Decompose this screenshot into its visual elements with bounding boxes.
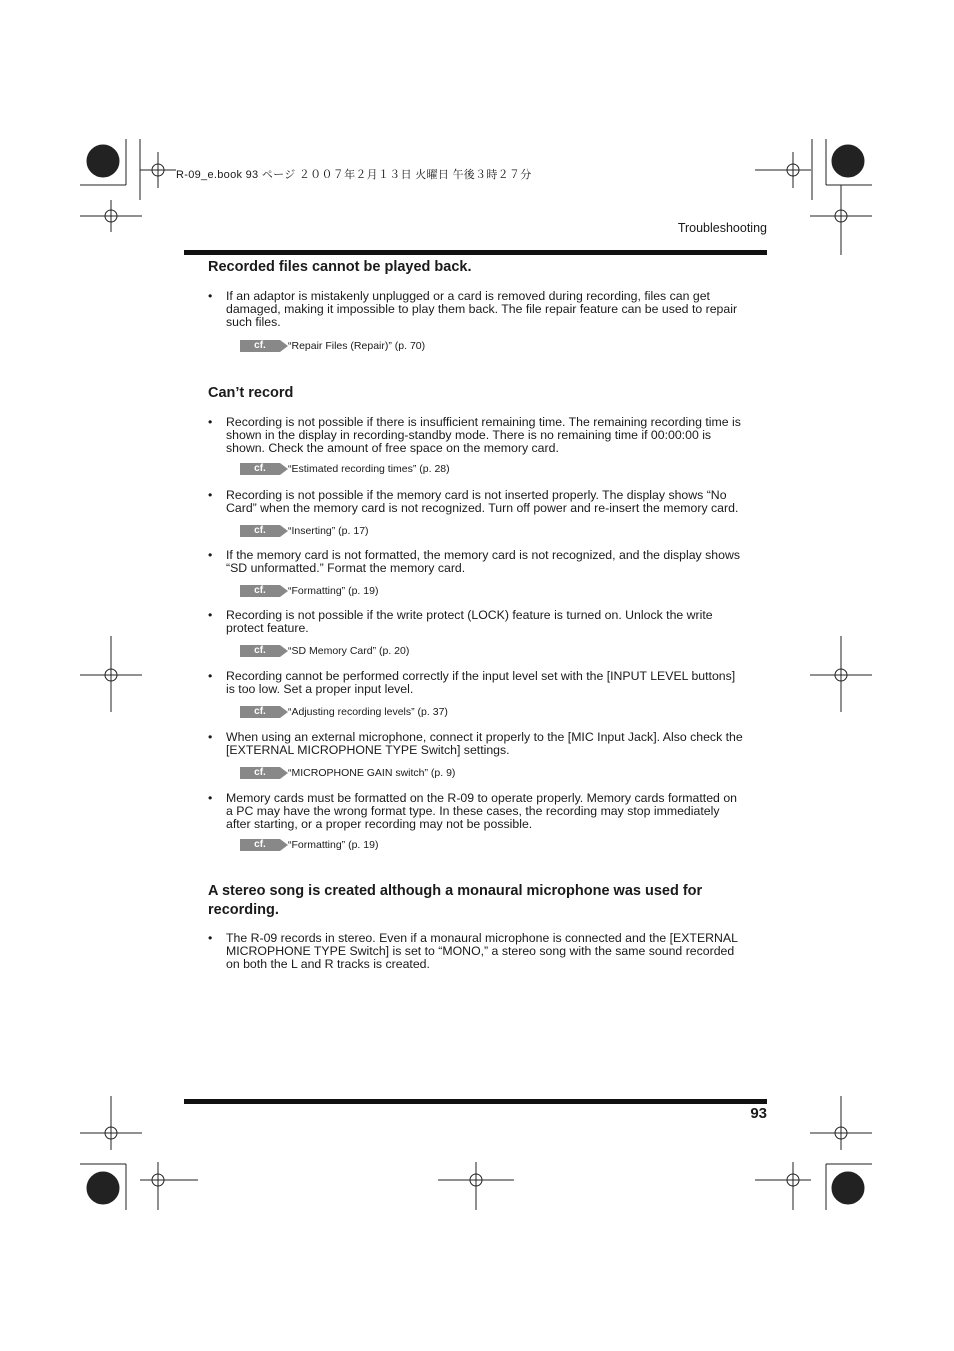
- cf-badge: cf.: [240, 463, 280, 475]
- list-item: • Recording is not possible if there is insufficient remaining time. The remaining recording time is shown in the display in recording-standby mode. There is no remaining time if 00:00:00 is shown. Check the amount of free space on the memory card.: [208, 416, 743, 455]
- bottom-rule: [184, 1099, 767, 1104]
- list-item: • If the memory card is not formatted, the memory card is not recognized, and the display shows “SD unformatted.” Format the memory card.: [208, 549, 743, 575]
- top-rule: [184, 250, 767, 255]
- section-heading: A stereo song is created although a monaural microphone was used for recording.: [208, 883, 703, 918]
- cross-reference: [240, 584, 743, 598]
- cf-badge: cf.: [240, 525, 280, 537]
- cross-reference: [240, 524, 743, 538]
- cf-badge: cf.: [240, 839, 280, 851]
- cf-badge: cf.: [240, 585, 280, 597]
- print-info: R-09_e.book 93 ページ ２００７年２月１３日 火曜日 午後３時２７分: [176, 169, 532, 181]
- list-item: • Recording is not possible if the memory card is not inserted properly. The display shows “No Card” when the memory card is not recognized. Turn off power and re-insert the memory card.: [208, 489, 743, 515]
- cross-reference: [240, 766, 743, 780]
- cf-badge: cf.: [240, 645, 280, 657]
- cross-reference-text: “SD Memory Card” (p. 20): [288, 645, 410, 657]
- page-content: [208, 256, 743, 971]
- cross-reference-text: “Formatting” (p. 19): [288, 585, 379, 597]
- cross-reference-text: “Formatting” (p. 19): [288, 839, 379, 851]
- list-item: • When using an external microphone, connect it properly to the [MIC Input Jack]. Also check the [EXTERNAL MICROPHONE TYPE Switch] settings.: [208, 731, 743, 757]
- cross-reference: [240, 339, 743, 353]
- cf-badge: cf.: [240, 767, 280, 779]
- section-heading: Can’t record: [208, 385, 294, 401]
- section-stereo-song: [208, 882, 743, 971]
- list-item: • The R-09 records in stereo. Even if a monaural microphone is connected and the [EXTERNAL MICROPHONE TYPE Switch] is set to “MONO,” a stereo song with the same sound recorded on both the L and R tracks is created.: [208, 932, 743, 971]
- cross-reference: [240, 644, 743, 658]
- list-item: • Recording is not possible if the write protect (LOCK) feature is turned on. Unlock the write protect feature.: [208, 609, 743, 635]
- cross-reference-text: “Adjusting recording levels” (p. 37): [288, 706, 448, 718]
- section-not-playable: [208, 258, 743, 353]
- cross-reference-text: “Inserting” (p. 17): [288, 525, 369, 537]
- section-cant-record: [208, 384, 743, 852]
- page-number: 93: [750, 1105, 767, 1122]
- cross-reference: [240, 705, 743, 719]
- list-item: • Recording cannot be performed correctly if the input level set with the [INPUT LEVEL buttons] is too low. Set a proper input level.: [208, 670, 743, 696]
- cross-reference-text: “MICROPHONE GAIN switch” (p. 9): [288, 767, 456, 779]
- cross-reference: [240, 838, 743, 852]
- cf-badge: cf.: [240, 706, 280, 718]
- running-header: Troubleshooting: [677, 221, 767, 235]
- section-heading: Recorded files cannot be played back.: [208, 259, 472, 275]
- cf-badge: cf.: [240, 340, 280, 352]
- list-item: • If an adaptor is mistakenly unplugged or a card is removed during recording, files can get damaged, making it impossible to play them back. The file repair feature can be used to repair such files.: [208, 290, 743, 329]
- cross-reference-text: “Estimated recording times” (p. 28): [288, 463, 450, 475]
- cross-reference-text: “Repair Files (Repair)” (p. 70): [288, 340, 426, 352]
- cross-reference: [240, 462, 743, 476]
- list-item: • Memory cards must be formatted on the R-09 to operate properly. Memory cards formatted on a PC may have the wrong format type. In these cases, the recording may stop immediately after starting, or a proper recording may not be possible.: [208, 792, 743, 831]
